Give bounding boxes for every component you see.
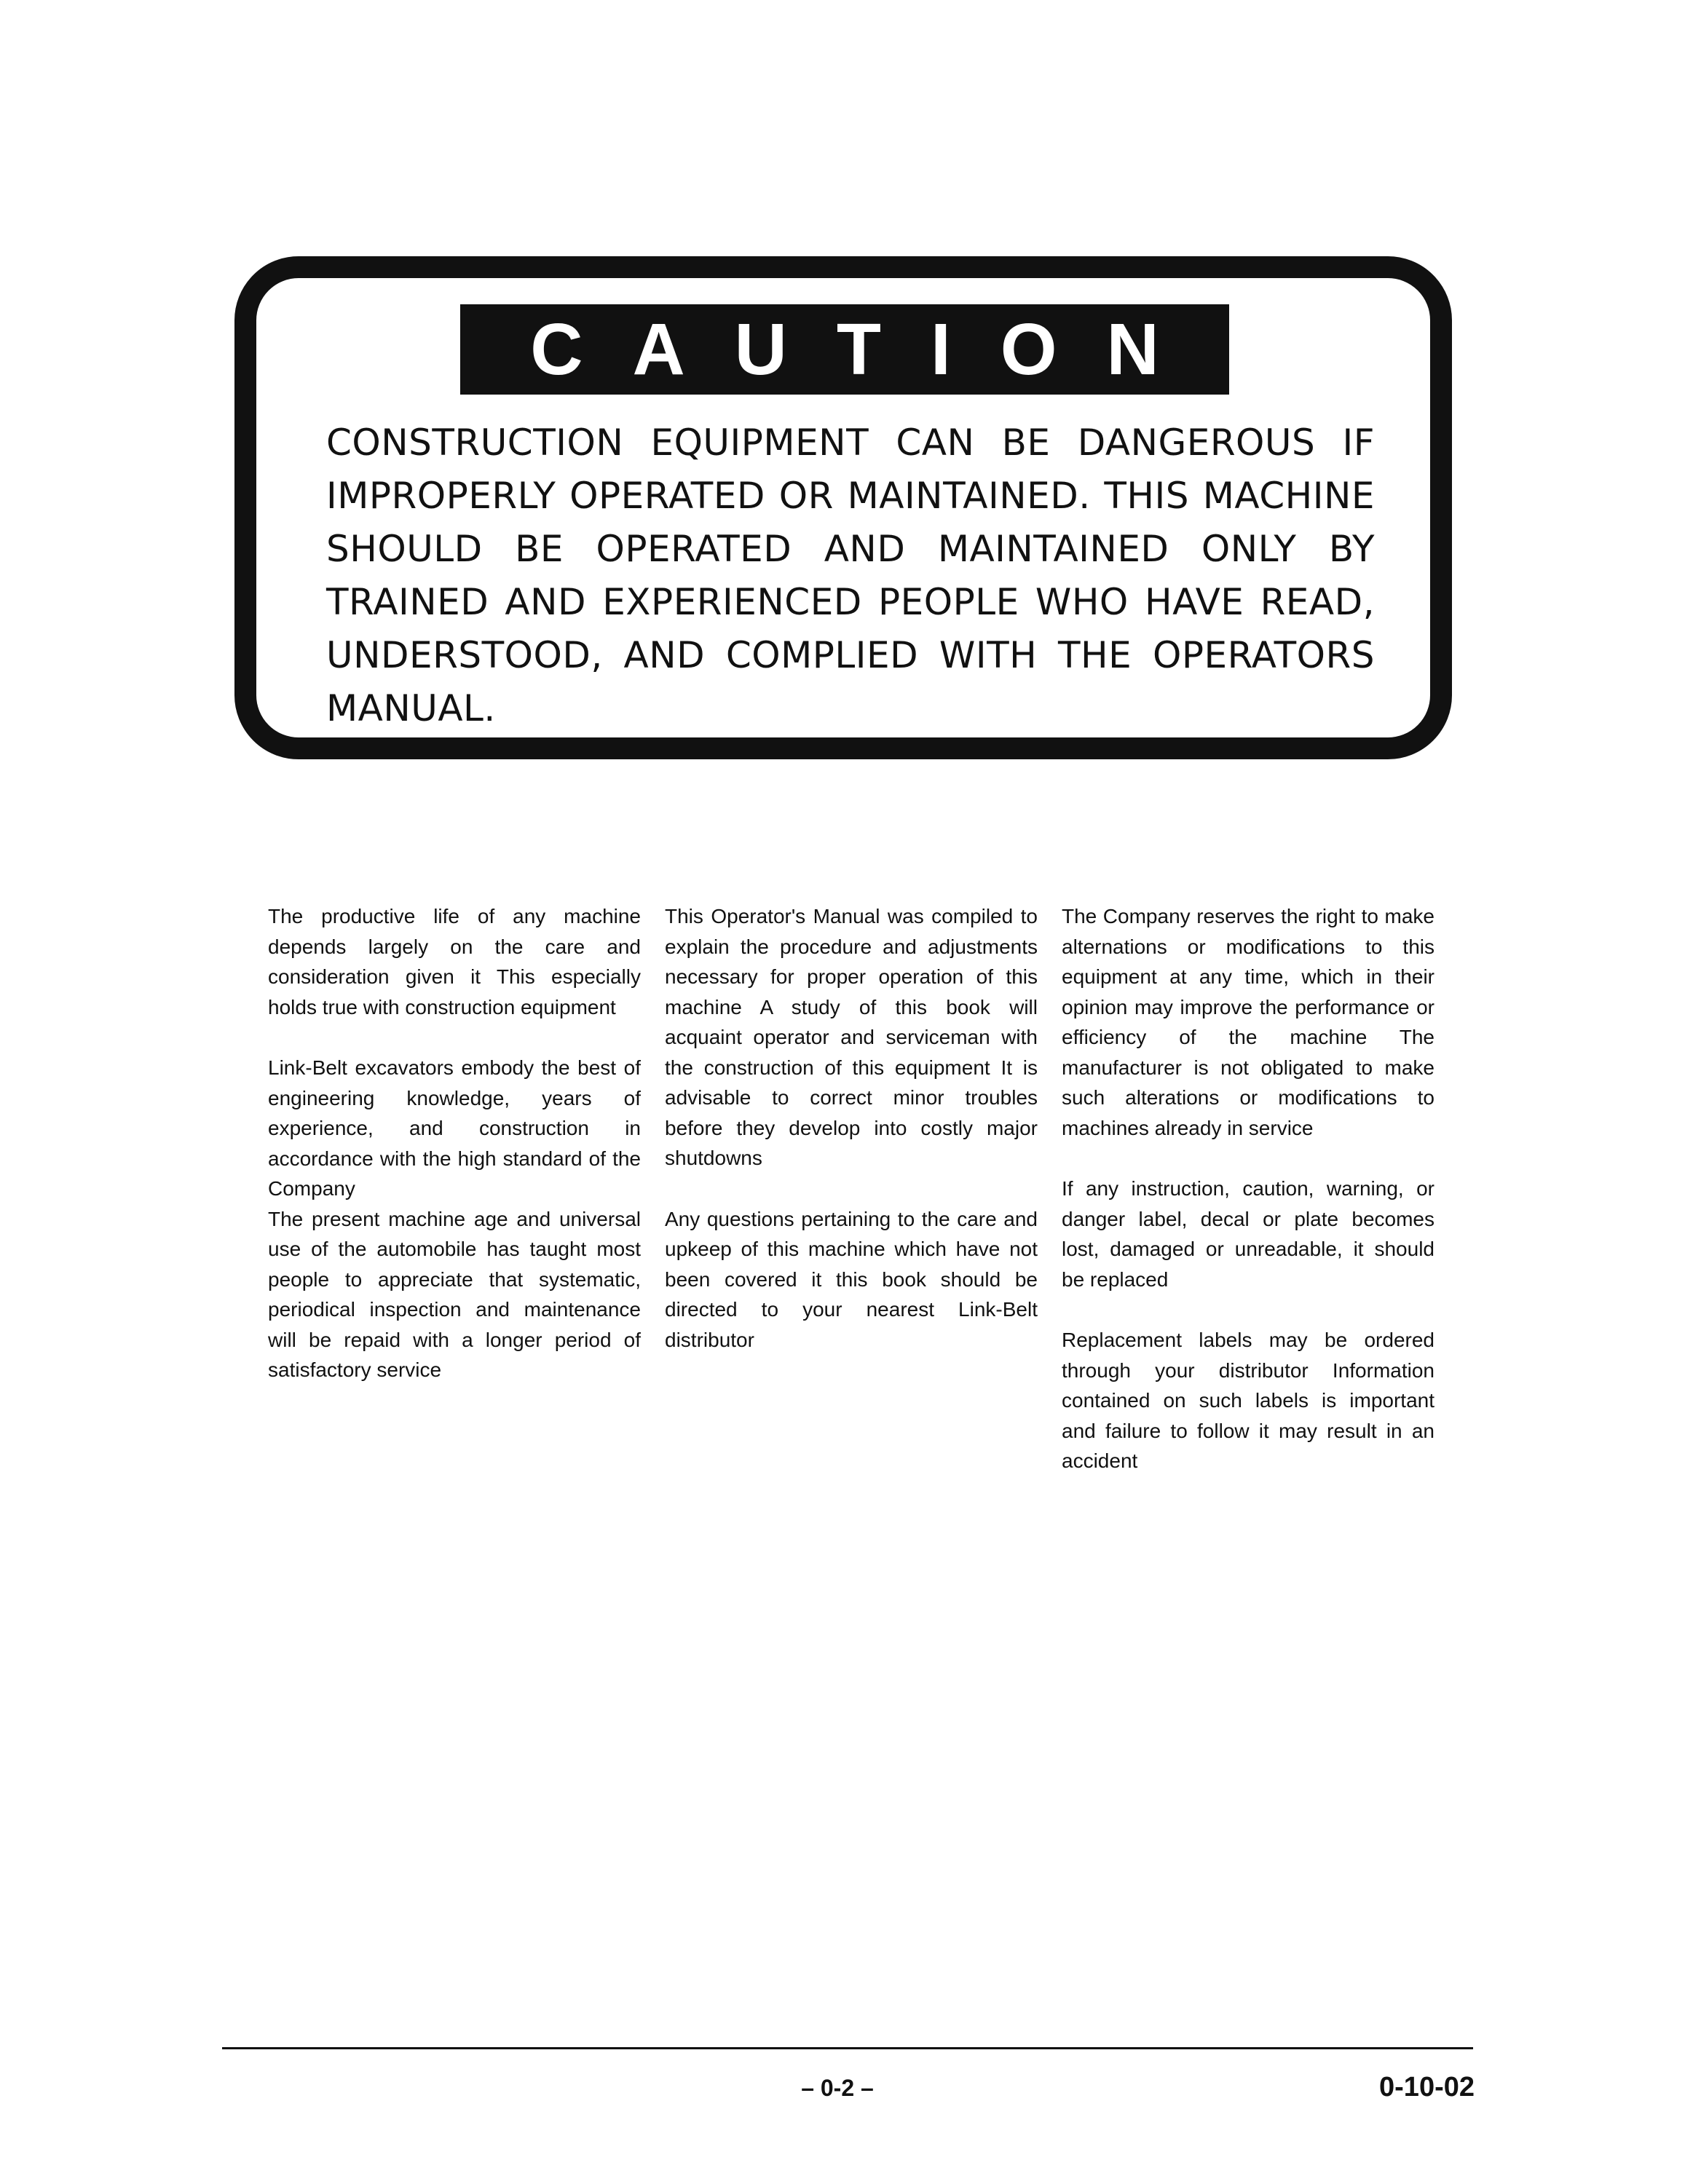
page-number: – 0-2 –	[801, 2075, 874, 2101]
paragraph-machine-age: The present machine age and universal use of the automobile has taught most people to appreciate that systematic, periodical inspection and maintenance will be repaid with a longer period of satisfactory service	[268, 1207, 641, 1381]
column-2	[665, 901, 1038, 1385]
caution-text: CONSTRUCTION EQUIPMENT CAN BE DANGEROUS IF IMPROPERLY OPERATED OR MAINTAINED. THIS MACHINE SHOULD BE OPERATED AND MAINTAINED ONLY BY TRAINED AND EXPERIENCED PEOPLE WHO HAVE READ, UNDERSTOOD, AND COMPLIED WITH THE OPERATORS MANUAL.	[326, 422, 1375, 729]
footer-divider	[222, 2047, 1473, 2049]
paragraph-labels-lost: If any instruction, caution, warning, or danger label, decal or plate becomes lost, damaged or unreadable, it should be replaced	[1062, 1177, 1434, 1291]
document-code: 0-10-02	[1379, 2072, 1475, 2102]
paragraph-company-reserves: The Company reserves the right to make alternations or modifications to this equipment at any time, which in their opinion may improve the performance or efficiency of the machine The manufacturer is not obligated to make such alterations or modifications to machines already in service	[1062, 905, 1434, 1139]
paragraph-questions: Any questions pertaining to the care and upkeep of this machine which have not been covered it this book should be directed to your nearest Link-Belt distributor	[665, 1207, 1038, 1351]
caution-banner	[460, 304, 1229, 395]
caution-title: CAUTION	[530, 309, 1209, 390]
paragraph-replacement-labels: Replacement labels may be ordered through your distributor Information contained on such labels is important and failure to follow it may result in an accident	[1062, 1329, 1434, 1472]
column-1	[268, 901, 641, 1416]
column-3	[1062, 901, 1434, 1507]
paragraph-productive-life: The productive life of any machine depends largely on the care and consideration given it This especially holds true with construction equipment	[268, 905, 641, 1018]
paragraph-operators-manual: This Operator's Manual was compiled to explain the procedure and adjustments necessary for proper operation of this machine A study of this book will acquaint operator and serviceman with the construction of this equipment It is advisable to correct minor troubles before they develop into costly major shutdowns	[665, 905, 1038, 1169]
paragraph-link-belt-excavators: Link-Belt excavators embody the best of engineering knowledge, years of experience, and construction in accordance with the high standard of the Company	[268, 1056, 641, 1200]
